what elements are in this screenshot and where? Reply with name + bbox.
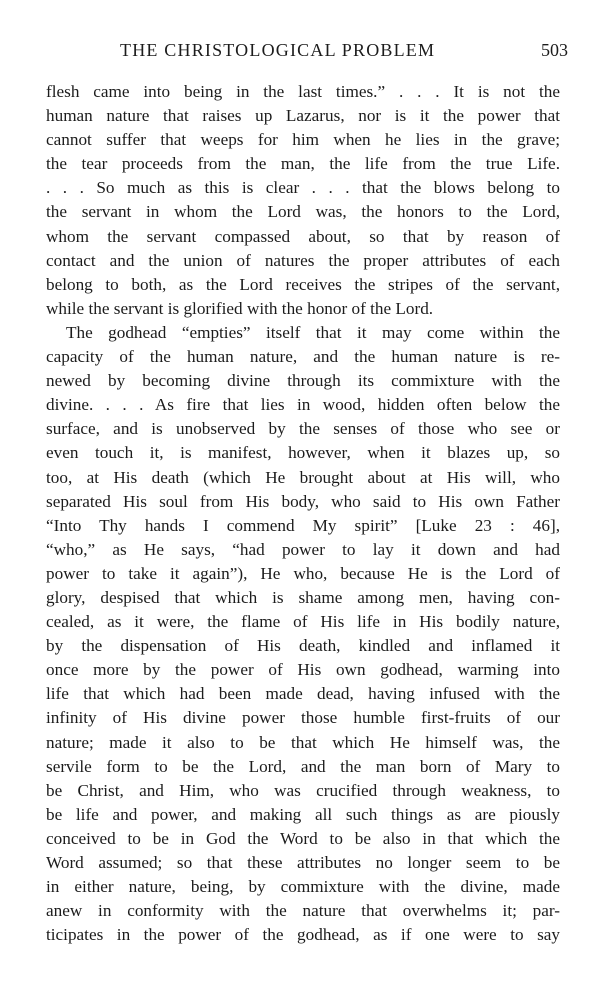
text-line: be life and power, and making all such things as are piously: [46, 804, 560, 824]
page-number: 503: [541, 40, 568, 60]
text-line: capacity of the human nature, and the human nature is re-: [46, 347, 560, 367]
text-line: newed by becoming divine through its commixture with the: [46, 371, 560, 391]
text-line: “who,” as He says, “had power to lay it down and had: [46, 539, 560, 559]
text-line: the tear proceeds from the man, the life from the true Life.: [46, 154, 560, 174]
body-text: [46, 80, 560, 947]
text-line: life that which had been made dead, having infused with the: [46, 684, 560, 704]
text-line: whom the servant compassed about, so that by reason of: [46, 226, 560, 246]
text-line: ticipates in the power of the godhead, as if one were to say: [46, 925, 560, 945]
text-line: flesh came into being in the last times.” . . . It is not the: [46, 82, 560, 101]
text-line: in either nature, being, by commixture with the divine, made: [46, 877, 560, 897]
text-line: Word assumed; so that these attributes no longer seem to be: [46, 853, 560, 872]
text-line: the servant in whom the Lord was, the honors to the Lord,: [46, 202, 560, 222]
text-line: “Into Thy hands I commend My spirit” [Luke 23 : 46],: [46, 515, 560, 535]
text-line: surface, and is unobserved by the senses of those who see or: [46, 419, 560, 439]
text-line: separated His soul from His body, who said to His own Father: [46, 491, 560, 511]
text-line: power to take it again”), He who, because He is the Lord of: [46, 563, 560, 583]
text-line: conceived to be in God the Word to be also in that which the: [46, 828, 560, 848]
text-line: while the servant is glorified with the honor of the Lord.: [46, 298, 434, 318]
text-line: even touch it, is manifest, however, when it blazes up, so: [46, 443, 560, 463]
text-line: infinity of His divine power those humble first-fruits of our: [46, 708, 560, 728]
text-line: divine. . . . As fire that lies in wood, hidden often below the: [46, 395, 560, 415]
text-line: nature; made it also to be that which He himself was, the: [46, 732, 560, 752]
text-line: once more by the power of His own godhead, warming into: [46, 660, 560, 680]
text-line: be Christ, and Him, who was crucified through weakness, to: [46, 780, 560, 800]
text-line: human nature that raises up Lazarus, nor is it the power that: [46, 106, 560, 126]
text-line: servile form to be the Lord, and the man born of Mary to: [46, 756, 560, 776]
text-line: belong to both, as the Lord receives the stripes of the servant,: [46, 274, 560, 294]
text-line: glory, despised that which is shame among men, having con-: [46, 587, 560, 607]
text-line: The godhead “empties” itself that it may come within the: [66, 322, 560, 342]
text-line: anew in conformity with the nature that overwhelms it; par-: [46, 901, 560, 921]
text-line: by the dispensation of His death, kindled and inflamed it: [46, 636, 560, 656]
text-line: contact and the union of natures the proper attributes of each: [46, 250, 560, 270]
text-line: cealed, as it were, the flame of His life in His bodily nature,: [46, 612, 560, 632]
text-line: . . . So much as this is clear . . . that the blows belong to: [46, 178, 560, 198]
text-line: too, at His death (which He brought about at His will, who: [46, 467, 560, 487]
text-line: cannot suffer that weeps for him when he lies in the grave;: [46, 130, 560, 150]
page-header: [46, 40, 568, 66]
running-title: THE CHRISTOLOGICAL PROBLEM: [120, 40, 436, 60]
